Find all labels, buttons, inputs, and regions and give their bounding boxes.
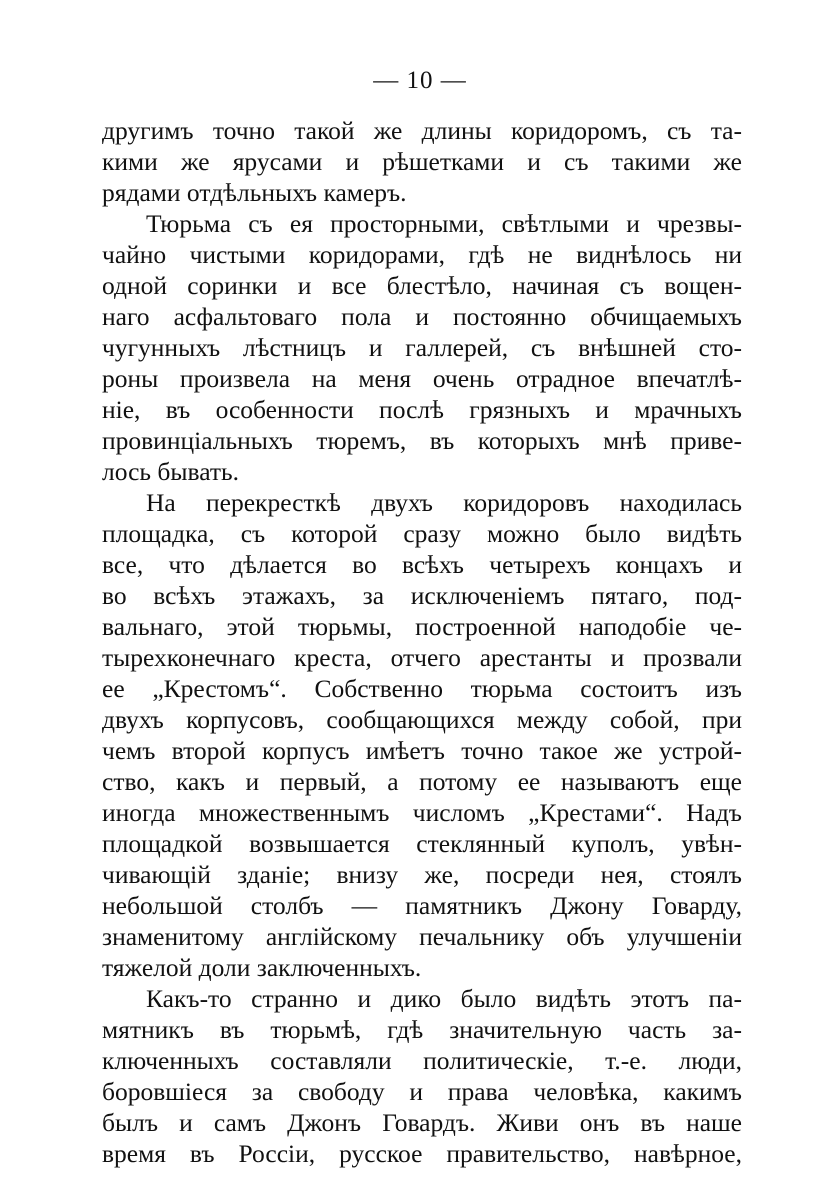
text-line: боровшіеся за свободу и права человѣка, какимъ (102, 1077, 742, 1106)
text-line: вальнаго, этой тюрьмы, построенной наподобіе че- (102, 612, 742, 641)
text-line: чайно чистыми коридорами, гдѣ не виднѣлось ни (102, 240, 742, 269)
text-line: рядами отдѣльныхъ камеръ. (102, 178, 407, 207)
text-line: лось бывать. (102, 457, 240, 486)
paragraph (102, 208, 742, 487)
text-line: двухъ корпусовъ, сообщающихся между собой, при (102, 705, 742, 734)
text-line: небольшой столбъ — памятникъ Джону Говарду, (102, 891, 742, 920)
text-line: другимъ точно такой же длины коридоромъ, съ та- (102, 116, 742, 145)
text-line: ніе, въ особенности послѣ грязныхъ и мрачныхъ (102, 395, 742, 424)
text-line: кими же ярусами и рѣшетками и съ такими же (102, 147, 742, 176)
text-line: чемъ второй корпусъ имѣетъ точно такое же устрой- (102, 736, 742, 765)
text-line: чугунныхъ лѣстницъ и галлерей, съ внѣшней сто- (102, 333, 742, 362)
text-line: тырехконечнаго креста, отчего арестанты и прозвали (102, 643, 742, 672)
text-line: знаменитому англійскому печальнику объ улучшеніи (102, 922, 742, 951)
text-line: время въ Россіи, русское правительство, навѣрное, (102, 1139, 742, 1168)
paragraph (102, 487, 742, 983)
text-line: Какъ-то странно и дико было видѣть этотъ па- (146, 984, 742, 1013)
text-line: площадка, съ которой сразу можно было видѣть (102, 519, 742, 548)
paragraph (102, 115, 742, 208)
text-line: во всѣхъ этажахъ, за исключеніемъ пятаго, под- (102, 581, 742, 610)
text-line: Тюрьма съ ея просторными, свѣтлыми и чрезвы- (146, 209, 742, 238)
page-number: — 10 — (373, 67, 467, 94)
text-line: тяжелой доли заключенныхъ. (102, 953, 422, 982)
body-text (102, 115, 742, 1169)
text-line: былъ и самъ Джонъ Говардъ. Живи онъ въ наше (102, 1108, 742, 1137)
text-line: ее „Крестомъ“. Собственно тюрьма состоитъ изъ (102, 674, 742, 703)
text-line: наго асфальтоваго пола и постоянно обчищаемыхъ (102, 302, 742, 331)
text-line: все, что дѣлается во всѣхъ четырехъ концахъ и (102, 550, 742, 579)
text-line: На перекресткѣ двухъ коридоровъ находилась (146, 488, 742, 517)
text-line: площадкой возвышается стеклянный куполъ, увѣн- (102, 829, 742, 858)
text-line: чивающій зданіе; внизу же, посреди нея, стоялъ (102, 860, 742, 889)
text-line: роны произвела на меня очень отрадное впечатлѣ- (102, 364, 742, 393)
text-line: одной соринки и все блестѣло, начиная съ вощен- (102, 271, 742, 300)
text-line: ключенныхъ составляли политическіе, т.-е. люди, (102, 1046, 742, 1075)
text-line: мятникъ въ тюрьмѣ, гдѣ значительную часть за- (102, 1015, 742, 1044)
text-line: ство, какъ и первый, а потому ее называютъ еще (102, 767, 742, 796)
text-line: иногда множественнымъ числомъ „Крестами“. Надъ (102, 798, 742, 827)
paragraph (102, 983, 742, 1169)
text-line: провинціальныхъ тюремъ, въ которыхъ мнѣ приве- (102, 426, 742, 455)
